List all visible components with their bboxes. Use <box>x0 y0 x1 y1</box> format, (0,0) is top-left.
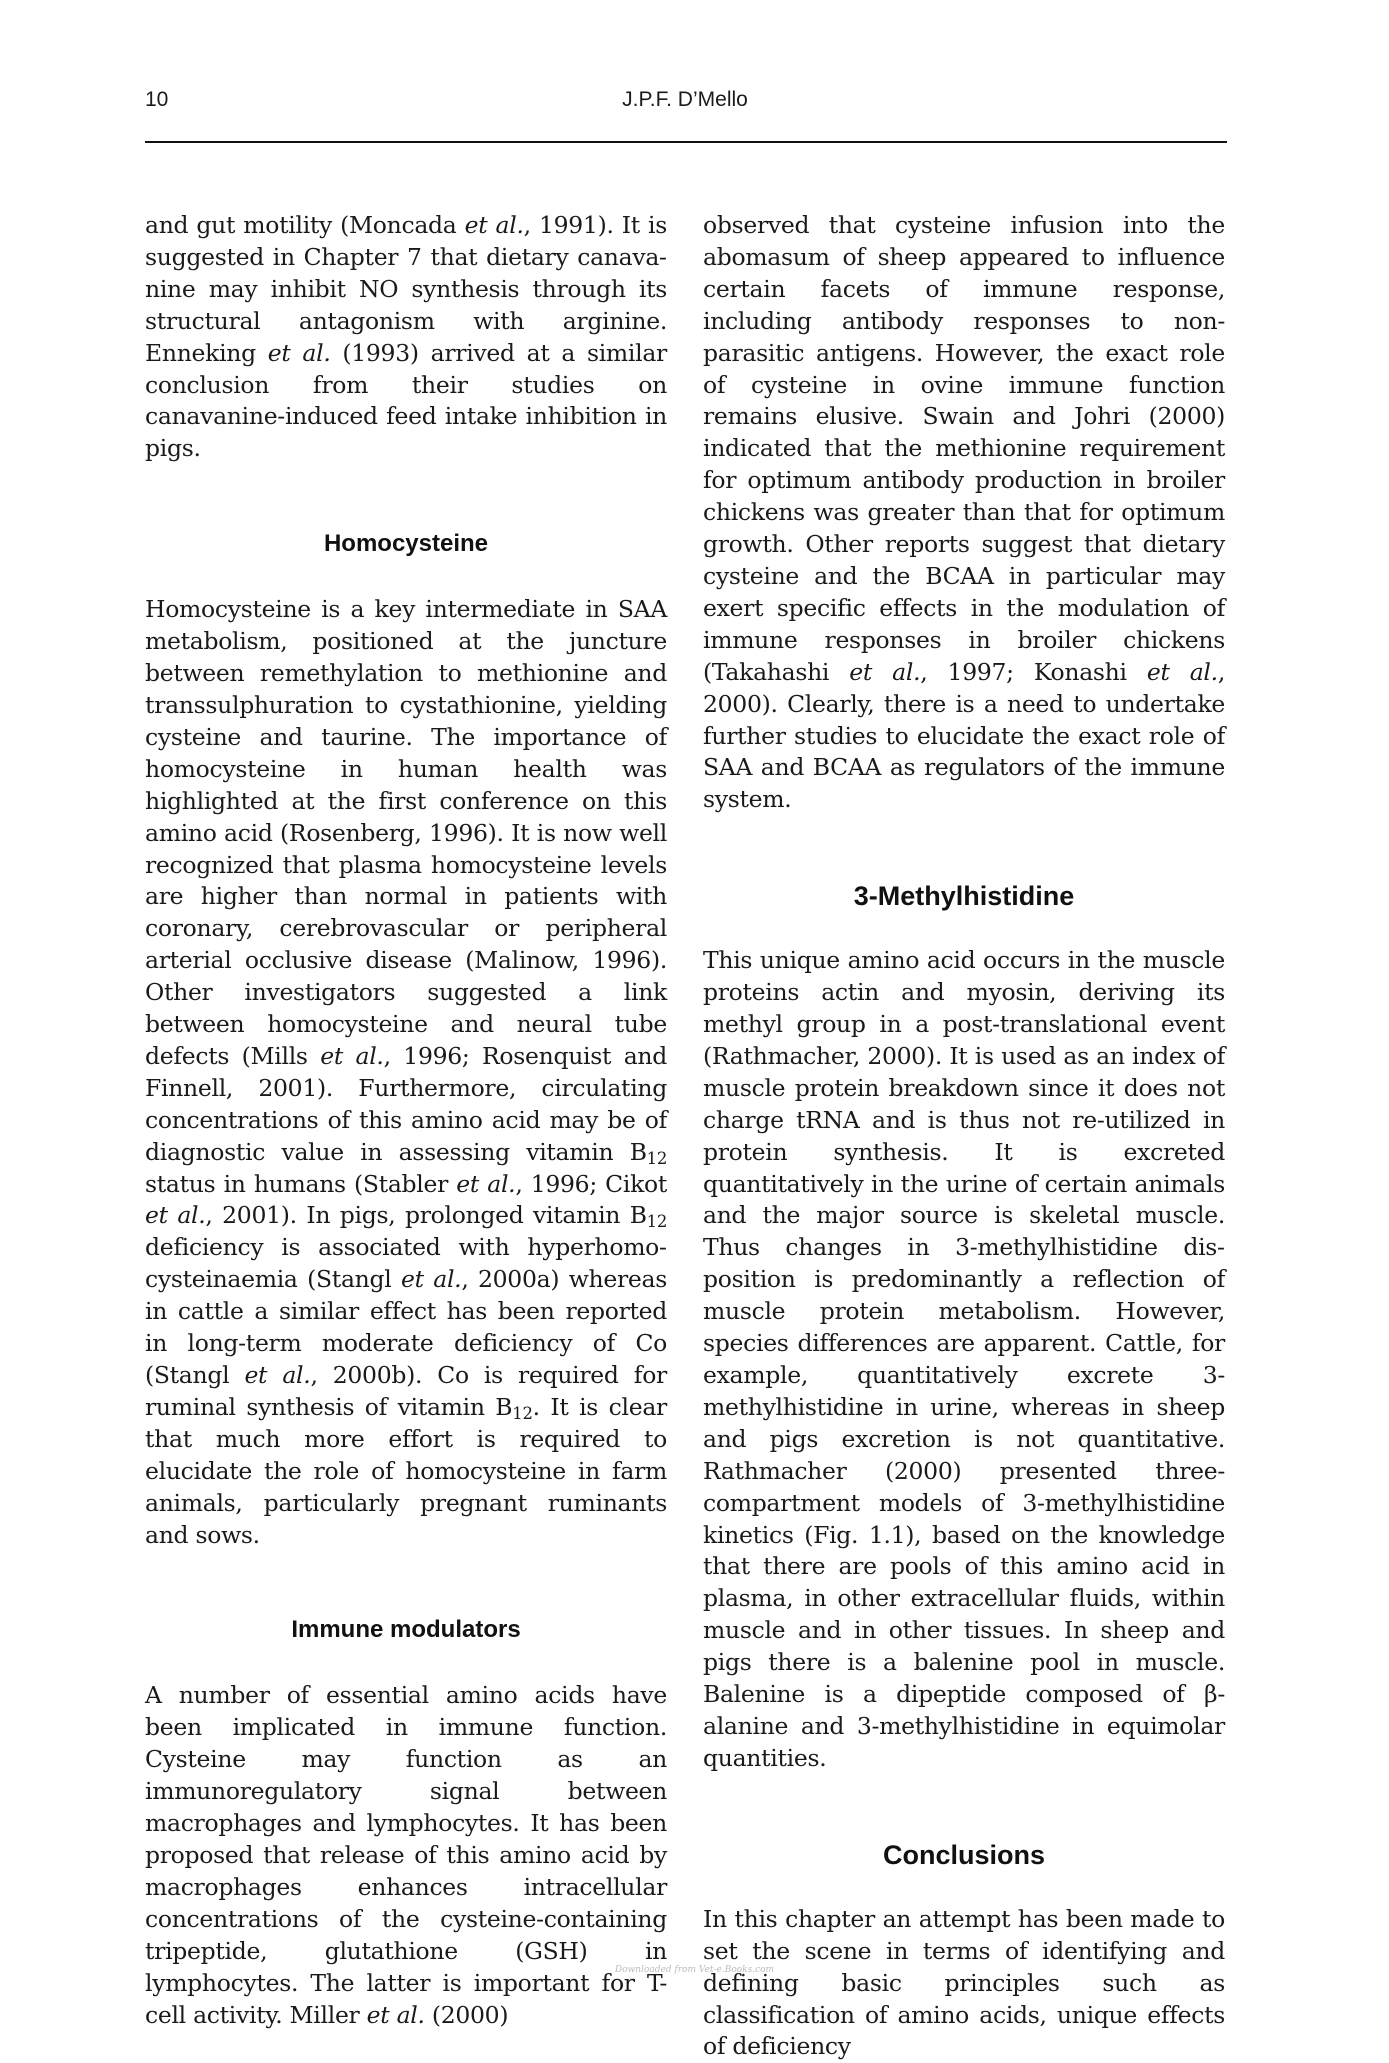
heading-immune-modulators: Immune modulators <box>291 1616 521 1644</box>
heading-homocysteine: Homocysteine <box>323 530 489 558</box>
methylhistidine-paragraph: This unique amino acid occurs in the muscle proteins actin and myosin, deriving its methyl group in a post-translational event (Rathmacher, 2000). It is used as an index of muscle protein breakdown since it does not charge tRNA and is thus not re-utilized in protein synthesis. It is excreted quantitatively in the urine of certain animals and the major source is skeletal muscle. Thus changes in 3-methylhistidine disposition is predominantly a reflection of muscle protein metabolism. However, species differences are apparent. Cattle, for example, quantitatively excrete 3-methylhistidine in urine, whereas in sheep and pigs excretion is not quantitative. Rathmacher (2000) presented three-compartment models of 3-methylhistidine kinetics (Fig. 1.1), based on the knowledge that there are pools of this amino acid in plasma, in other extracellular fluids, within muscle and in other tissues. In sheep and pigs there is a balenine pool in muscle. Balenine is a dipeptide composed of β-alanine and 3-methylhistidine in equimolar quantities. <box>703 946 1225 1772</box>
page-header <box>145 88 1225 118</box>
homocysteine-paragraph: Homocysteine is a key intermediate in SAA metabolism, positioned at the juncture between remethylation to methionine and transsulphuration to cystathionine, yielding cysteine and taurine. The importance of homocysteine in human health was highlighted at the first conference on this amino acid (Rosenberg, 1996). It is now well recognized that plasma homocysteine levels are higher than normal in patients with coronary, cerebrovascular or peripheral arterial occlusive disease (Malinow, 1996). Other investigators suggested a link between homocysteine and neural tube defects (Mills et al., 1996; Rosenquist and Finnell, 2001). Furthermore, circulating concentrations of this amino acid may be of diagnostic value in assessing vitamin $B_{12}$ status in humans (Stabler et al., 1996; Cikot et al., 2001). In pigs, prolonged vitamin $B_{12}$ deficiency is associated with hyperhomocysteinaemia (Stangl et al., 2000a) whereas in cattle a similar effect has been reported in long-term moderate deficiency of Co (Stangl et al., 2000b). Co is required for ruminal synthesis of vitamin $B_{12}$. It is clear that much more effort is required to elucidate the role of homocysteine in farm animals, particularly pregnant ruminants and sows. <box>145 595 667 1549</box>
download-watermark: Downloaded from Vet-e.Books.com <box>614 1965 775 1975</box>
immune-paragraph: A number of essential amino acids have been implicated in immune function. Cysteine may function as an immunoregulatory signal between macrophages and lymphocytes. It has been proposed that release of this amino acid by macrophages enhances intracellular concentrations of the cysteine-containing tripeptide, glutathione (GSH) in lymphocytes. The latter is important for T-cell activity. Miller et al. (2000) <box>145 1681 667 2029</box>
header-rule <box>145 141 1227 143</box>
heading-3-methylhistidine: 3-Methylhistidine <box>853 881 1075 912</box>
intro-paragraph: and gut motility (Moncada et al., 1991). It is suggested in Chapter 7 that dietary canavanine may inhibit NO synthesis through its structural antagonism with arginine. Enneking et al. (1993) arrived at a similar conclusion from their studies on canavanine-induced feed intake inhibition in pigs. <box>145 211 667 463</box>
running-head-author: J.P.F. D’Mello <box>622 88 748 111</box>
page-number: 10 <box>145 88 169 111</box>
conclusions-paragraph: In this chapter an attempt has been made to set the scene in terms of identifying and defining basic principles such as classification of amino acids, unique effects of deficiency <box>703 1904 1225 2061</box>
right-column <box>703 210 1225 2063</box>
immune-paragraph-continued: observed that cysteine infusion into the abomasum of sheep appeared to influence certain facets of immune response, including antibody responses to non-parasitic antigens. However, the exact role of cysteine in ovine immune function remains elusive. Swain and Johri (2000) indicated that the methionine requirement for optimum antibody production in broiler chickens was greater than that for optimum growth. Other reports suggest that dietary cysteine and the BCAA in particular may exert specific effects in the modulation of immune responses in broiler chickens (Takahashi et al., 1997; Konashi et al., 2000). Clearly, there is a need to undertake further studies to elucidate the exact role of SAA and BCAA as regulators of the immune system. <box>703 211 1225 814</box>
left-column <box>145 210 667 2031</box>
heading-conclusions: Conclusions <box>882 1839 1045 1870</box>
